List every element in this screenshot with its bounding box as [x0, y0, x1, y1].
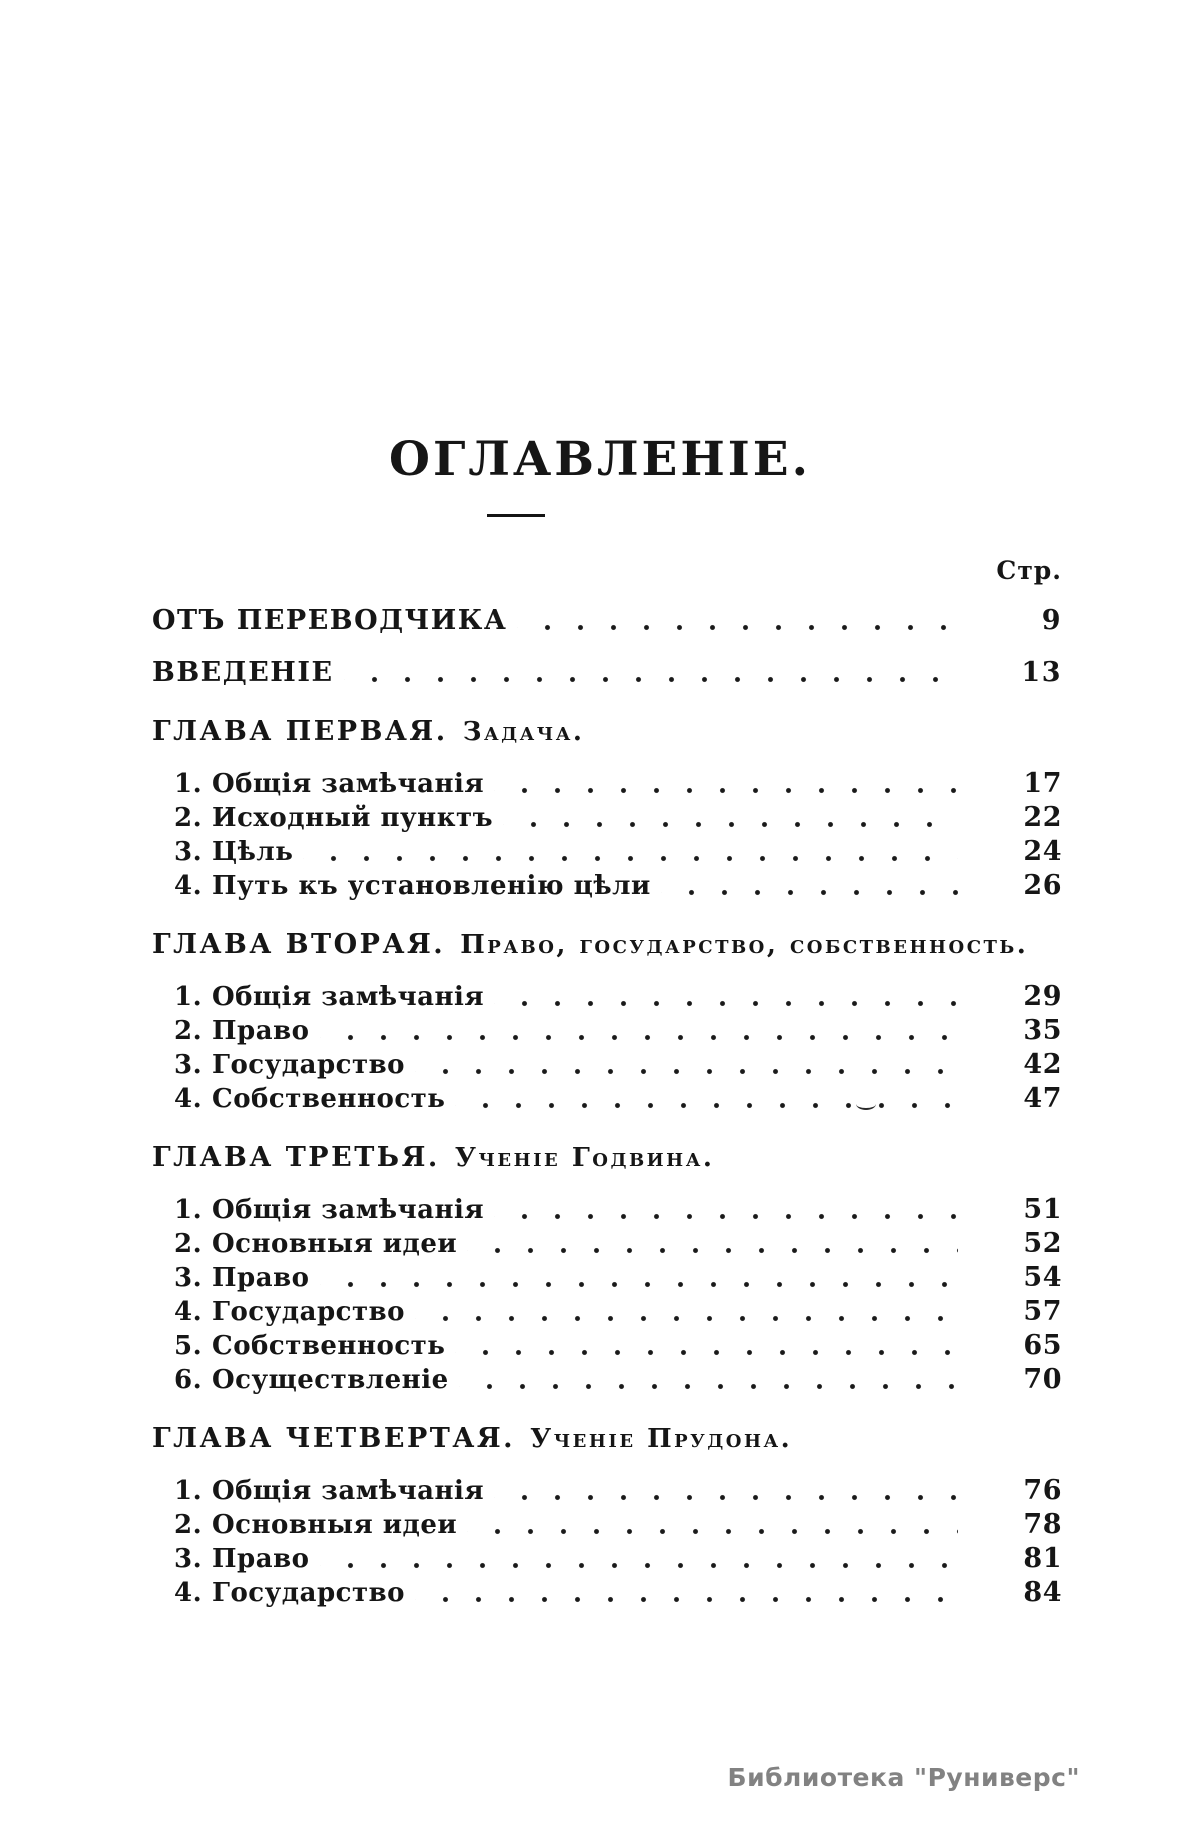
dot-leader — [467, 1227, 958, 1261]
toc-row — [152, 1329, 1062, 1363]
toc-row — [152, 1576, 1062, 1610]
toc-item-label: Право — [212, 1544, 310, 1574]
title-rule — [487, 514, 545, 517]
toc-item-page: 54 — [1023, 1262, 1062, 1293]
toc-item-label: Государство — [212, 1578, 405, 1608]
chapter-section — [152, 714, 1062, 903]
dot-leader — [320, 1014, 959, 1048]
toc-row — [152, 1014, 1062, 1048]
toc-row — [152, 1082, 1062, 1116]
toc-item-page: 47 — [1023, 1083, 1062, 1114]
chapter-name: ГЛАВА ЧЕТВЕРТАЯ. — [152, 1423, 516, 1454]
dot-leader — [455, 1082, 958, 1116]
dot-leader — [415, 1576, 958, 1610]
chapter-subtitle: Задача. — [462, 717, 585, 747]
scan-artifact — [856, 1098, 876, 1110]
dot-leader — [344, 656, 958, 690]
dot-leader — [494, 1193, 958, 1227]
toc-row — [152, 1193, 1062, 1227]
toc-item-page: 9 — [1041, 605, 1062, 636]
toc-item-page: 65 — [1023, 1330, 1062, 1361]
chapter-name: ГЛАВА ПЕРВАЯ. — [152, 716, 448, 747]
toc-item-number: 2. — [174, 1229, 203, 1259]
toc-item-page: 24 — [1023, 836, 1062, 867]
toc-item-page: 29 — [1023, 981, 1062, 1012]
watermark-text: Библиотека "Руниверс" — [727, 1763, 1080, 1792]
toc-row — [152, 801, 1062, 835]
page-column-header: Стр. — [996, 556, 1062, 585]
toc-row — [152, 656, 1062, 690]
dot-leader — [503, 801, 958, 835]
toc-row — [152, 604, 1062, 638]
dot-leader — [459, 1363, 958, 1397]
dot-leader — [517, 604, 958, 638]
toc-item-label: Цѣль — [212, 837, 294, 867]
dot-leader — [661, 869, 958, 903]
chapter-subtitle: Ученіе Прудона. — [530, 1424, 793, 1454]
chapter-items — [152, 767, 1062, 903]
toc-item-page: 51 — [1023, 1194, 1062, 1225]
toc-item-page: 81 — [1023, 1543, 1062, 1574]
chapter-name: ГЛАВА ВТОРАЯ. — [152, 929, 446, 960]
toc-item-label: Собственность — [212, 1331, 446, 1361]
toc-item-label: Основныя идеи — [212, 1229, 458, 1259]
dot-leader — [320, 1542, 959, 1576]
dot-leader — [467, 1508, 958, 1542]
page-title: ОГЛАВЛЕНІЕ. — [389, 432, 811, 488]
toc-row — [152, 835, 1062, 869]
toc-item-label: Общія замѣчанія — [212, 1195, 485, 1225]
dot-leader — [494, 980, 958, 1014]
toc-item-page: 70 — [1023, 1364, 1062, 1395]
toc-row — [152, 1542, 1062, 1576]
toc-item-number: 1. — [174, 1195, 203, 1225]
toc-item-label: Исходный пунктъ — [212, 803, 494, 833]
toc-row — [152, 869, 1062, 903]
toc-item-number: 3. — [174, 1263, 203, 1293]
toc-item-page: 26 — [1023, 870, 1062, 901]
toc-item-number: 1. — [174, 769, 203, 799]
toc-item-number: 4. — [174, 1578, 203, 1608]
dot-leader — [303, 835, 958, 869]
toc-row — [152, 1048, 1062, 1082]
dot-leader — [494, 767, 958, 801]
dot-leader — [415, 1295, 958, 1329]
toc-item-label: Собственность — [212, 1084, 446, 1114]
chapter-section — [152, 1421, 1062, 1610]
toc-item-page: 57 — [1023, 1296, 1062, 1327]
toc-item-page: 42 — [1023, 1049, 1062, 1080]
dot-leader — [455, 1329, 958, 1363]
toc-item-label: Общія замѣчанія — [212, 982, 485, 1012]
toc-row — [152, 1508, 1062, 1542]
toc-item-number: 3. — [174, 1544, 203, 1574]
toc-item-page: 35 — [1023, 1015, 1062, 1046]
toc-item-number: 3. — [174, 1050, 203, 1080]
toc-item-number: 5. — [174, 1331, 203, 1361]
toc-item-number: 1. — [174, 1476, 203, 1506]
toc-item-page: 13 — [1021, 657, 1062, 688]
chapter-section — [152, 1140, 1062, 1397]
chapter-heading — [152, 1421, 1062, 1460]
toc-item-number: 2. — [174, 803, 203, 833]
toc-item-label: Право — [212, 1263, 310, 1293]
dot-leader — [320, 1261, 959, 1295]
toc-row — [152, 1295, 1062, 1329]
toc-item-label: Государство — [212, 1297, 405, 1327]
toc-item-label: Путь къ установленію цѣли — [212, 871, 651, 901]
toc-row — [152, 1363, 1062, 1397]
toc-row — [152, 1227, 1062, 1261]
dot-leader — [415, 1048, 958, 1082]
toc-item-number: 2. — [174, 1510, 203, 1540]
toc-row — [152, 1474, 1062, 1508]
toc-item-page: 17 — [1023, 768, 1062, 799]
toc-item-number: 2. — [174, 1016, 203, 1046]
toc-item-label: Осуществленіе — [212, 1365, 449, 1395]
toc-item-page: 52 — [1023, 1228, 1062, 1259]
toc-row — [152, 980, 1062, 1014]
toc-item-label: Общія замѣчанія — [212, 1476, 485, 1506]
toc-item-number: 4. — [174, 871, 203, 901]
chapter-heading — [152, 1140, 1062, 1179]
toc-item-label: ОТЪ ПЕРЕВОДЧИКА — [152, 605, 508, 636]
chapters — [152, 714, 1062, 1610]
front-entries — [152, 604, 1062, 690]
toc-item-number: 4. — [174, 1297, 203, 1327]
dot-leader — [494, 1474, 958, 1508]
chapter-name: ГЛАВА ТРЕТЬЯ. — [152, 1142, 440, 1173]
toc-item-label: ВВЕДЕНІЕ — [152, 657, 334, 688]
chapter-subtitle: Право, государство, собственность. — [460, 930, 1029, 960]
toc-item-number: 3. — [174, 837, 203, 867]
toc-item-page: 84 — [1023, 1577, 1062, 1608]
chapter-subtitle: Ученіе Годвина. — [454, 1143, 715, 1173]
toc-item-number: 1. — [174, 982, 203, 1012]
toc-item-number: 4. — [174, 1084, 203, 1114]
toc-item-label: Право — [212, 1016, 310, 1046]
toc-item-label: Государство — [212, 1050, 405, 1080]
toc-item-label: Общія замѣчанія — [212, 769, 485, 799]
chapter-items — [152, 1193, 1062, 1397]
chapter-items — [152, 980, 1062, 1116]
toc-item-number: 6. — [174, 1365, 203, 1395]
chapter-section — [152, 927, 1062, 1116]
chapter-heading — [152, 714, 1062, 753]
toc-item-page: 78 — [1023, 1509, 1062, 1540]
toc-row — [152, 767, 1062, 801]
chapter-items — [152, 1474, 1062, 1610]
toc-item-label: Основныя идеи — [212, 1510, 458, 1540]
toc-item-page: 22 — [1023, 802, 1062, 833]
toc-item-page: 76 — [1023, 1475, 1062, 1506]
toc-row — [152, 1261, 1062, 1295]
chapter-heading — [152, 927, 1062, 966]
table-of-contents — [152, 556, 1062, 1610]
